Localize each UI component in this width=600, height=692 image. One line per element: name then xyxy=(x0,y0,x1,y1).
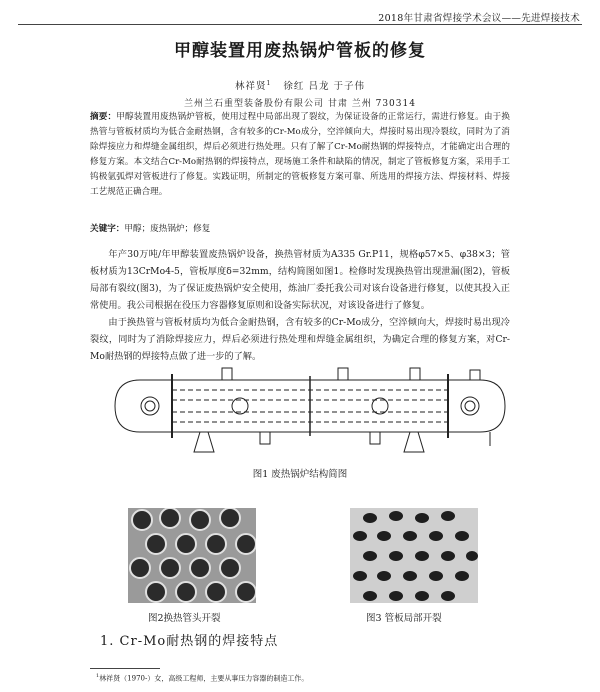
affiliation: 兰州兰石重型装备股份有限公司 甘肃 兰州 730314 xyxy=(184,99,416,109)
footnote xyxy=(96,673,308,683)
author-sup: 1 xyxy=(266,79,272,87)
body-text xyxy=(90,246,510,365)
tube-sheet-crack-photo xyxy=(350,508,478,603)
figure-1-caption: 图1 废热锅炉结构简图 xyxy=(252,469,348,480)
keywords-label: 关键字： xyxy=(90,224,125,234)
footnote-sup: 1 xyxy=(96,673,100,679)
keywords xyxy=(90,222,510,234)
abstract xyxy=(90,110,510,200)
running-header: 2018年甘肃省焊接学术会议——先进焊接技术 xyxy=(378,13,580,24)
abstract-text: 甲醇装置用废热锅炉管板，使用过程中局部出现了裂纹，为保证设备的正常运行，需进行修复。由于换热管与管板材质均为低合金耐热钢，含有较多的Cr-Mo成分，空淬倾向大，焊接时易出现冷裂纹，同时为了消除焊接应力和焊缝金属组织，焊后必须进行热处理。只有了解了Cr-Mo耐热钢的焊接特点，才能确定出合理的修复方案。本文结合Cr-Mo耐热钢的焊接特点，现场施工条件和缺陷的情况，制定了管板修复方案，采用手工钨极氩弧焊对管板进行了修复。实践证明，所制定的管板修复方案可靠、所选用的焊接方法、焊接材料、焊接工艺规范正确合理。 xyxy=(90,112,510,197)
abstract-label: 摘要： xyxy=(90,112,117,122)
author-first: 林祥贤 xyxy=(235,81,267,92)
paragraph-2: 由于换热管与管板材质均为低合金耐热钢，含有较多的Cr-Mo成分，空淬倾向大，焊接时易出现冷裂纹，同时为了消除焊接应力，焊后必须进行热处理和焊缝金属组织，为确定合理的修复方案，对Cr-Mo耐热钢的焊接特点做了进一步的了解。 xyxy=(90,317,510,362)
authors xyxy=(0,78,600,92)
footnote-text: 林祥贤（1970-）女，高级工程师，主要从事压力容器的制造工作。 xyxy=(99,674,309,683)
figure-2-caption: 图2换热管头开裂 xyxy=(148,613,221,624)
tube-head-crack-photo xyxy=(128,508,256,603)
keywords-text: 甲醇；废热锅炉；修复 xyxy=(124,224,211,234)
figure-3-caption: 图3 管板局部开裂 xyxy=(366,613,442,624)
footnote-rule xyxy=(90,668,160,669)
header-rule xyxy=(18,24,582,25)
paragraph-1: 年产30万吨/年甲醇装置废热锅炉设备，换热管材质为A335 Gr.P11，规格φ57×5、φ38×3；管板材质为13CrMo4-5，管板厚度δ=32mm，结构简图如图1。检修时发现换热管出现泄漏(图2)，管板局部有裂纹(图3)，为了保证废热锅炉安全使用，炼油厂委托我公司对该台设备进行修复，以使其投入正常使用。我公司根据在役压力容器修复原则和设备实际状况，对该设备进行了修复。 xyxy=(90,249,510,311)
section-heading: 1. Cr-Mo耐热钢的焊接特点 xyxy=(100,634,279,649)
boiler-structure-diagram xyxy=(110,360,510,460)
paper-title: 甲醇装置用废热锅炉管板的修复 xyxy=(174,41,426,61)
author-others: 徐红 吕龙 于子伟 xyxy=(283,81,365,92)
